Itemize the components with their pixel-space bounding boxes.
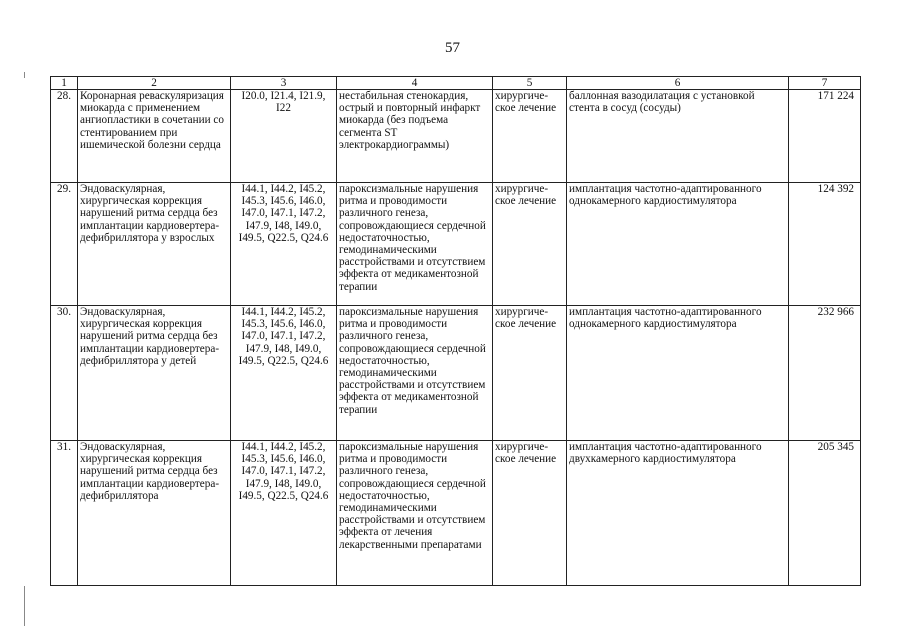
- table-row: [51, 90, 861, 183]
- row-number: 28.: [51, 90, 78, 183]
- care-type-name: Эндоваскулярная, хирургическая коррекция нарушений ритма сердца без имплантации кардиовертера-дефибриллятора у детей: [78, 306, 231, 441]
- column-header: 5: [493, 77, 567, 90]
- cost-value: 205 345: [789, 441, 861, 586]
- row-number: 29.: [51, 183, 78, 306]
- margin-mark: [24, 72, 25, 78]
- cost-value: 232 966: [789, 306, 861, 441]
- diagnosis-codes: I44.1, I44.2, I45.2, I45.3, I45.6, I46.0, I47.0, I47.1, I47.2, I47.9, I48, I49.0, I49.5, Q22.5, Q24.6: [231, 306, 337, 441]
- table-row: [51, 441, 861, 586]
- patient-condition: пароксизмальные нарушения ритма и проводимости различного генеза, сопровождающиеся сердечной недостаточностью, гемодинамическими расстройствами и отсутствием эффекта от медикаментозной терапии: [337, 183, 493, 306]
- table-row: [51, 183, 861, 306]
- treatment-type: хирургиче-ское лечение: [493, 441, 567, 586]
- care-type-name: Эндоваскулярная, хирургическая коррекция нарушений ритма сердца без имплантации кардиовертера-дефибриллятора у взрослых: [78, 183, 231, 306]
- column-header: 4: [337, 77, 493, 90]
- treatment-method: имплантация частотно-адаптированного однокамерного кардиостимулятора: [567, 306, 789, 441]
- treatment-type: хирургиче-ское лечение: [493, 183, 567, 306]
- cost-value: 171 224: [789, 90, 861, 183]
- diagnosis-codes: I44.1, I44.2, I45.2, I45.3, I45.6, I46.0, I47.0, I47.1, I47.2, I47.9, I48, I49.0, I49.5, Q22.5, Q24.6: [231, 183, 337, 306]
- diagnosis-codes: I44.1, I44.2, I45.2, I45.3, I45.6, I46.0, I47.0, I47.1, I47.2, I47.9, I48, I49.0, I49.5, Q22.5, Q24.6: [231, 441, 337, 586]
- care-type-name: Коронарная реваскуляризация миокарда с применением ангиопластики в сочетании со стентированием при ишемической болезни сердца: [78, 90, 231, 183]
- diagnosis-codes: I20.0, I21.4, I21.9, I22: [231, 90, 337, 183]
- treatment-type: хирургиче-ское лечение: [493, 306, 567, 441]
- column-header: 6: [567, 77, 789, 90]
- treatment-type: хирургиче-ское лечение: [493, 90, 567, 183]
- patient-condition: нестабильная стенокардия, острый и повторный инфаркт миокарда (без подъема сегмента ST электрокардиограммы): [337, 90, 493, 183]
- column-header: 7: [789, 77, 861, 90]
- column-header: 2: [78, 77, 231, 90]
- treatment-method: баллонная вазодилатация с установкой стента в сосуд (сосуды): [567, 90, 789, 183]
- procedures-table: [50, 76, 861, 586]
- row-number: 30.: [51, 306, 78, 441]
- page-number: 57: [445, 40, 460, 56]
- care-type-name: Эндоваскулярная, хирургическая коррекция нарушений ритма сердца без имплантации кардиовертера-дефибриллятора: [78, 441, 231, 586]
- patient-condition: пароксизмальные нарушения ритма и проводимости различного генеза, сопровождающиеся сердечной недостаточностью, гемодинамическими расстройствами и отсутствием эффекта от лечения лекарственными препаратами: [337, 441, 493, 586]
- row-number: 31.: [51, 441, 78, 586]
- table-header-row: [51, 77, 861, 90]
- treatment-method: имплантация частотно-адаптированного однокамерного кардиостимулятора: [567, 183, 789, 306]
- column-header: 1: [51, 77, 78, 90]
- patient-condition: пароксизмальные нарушения ритма и проводимости различного генеза, сопровождающиеся сердечной недостаточностью, гемодинамическими расстройствами и отсутствием эффекта от медикаментозной терапии: [337, 306, 493, 441]
- treatment-method: имплантация частотно-адаптированного двухкамерного кардиостимулятора: [567, 441, 789, 586]
- margin-mark: [24, 586, 25, 626]
- cost-value: 124 392: [789, 183, 861, 306]
- column-header: 3: [231, 77, 337, 90]
- table-row: [51, 306, 861, 441]
